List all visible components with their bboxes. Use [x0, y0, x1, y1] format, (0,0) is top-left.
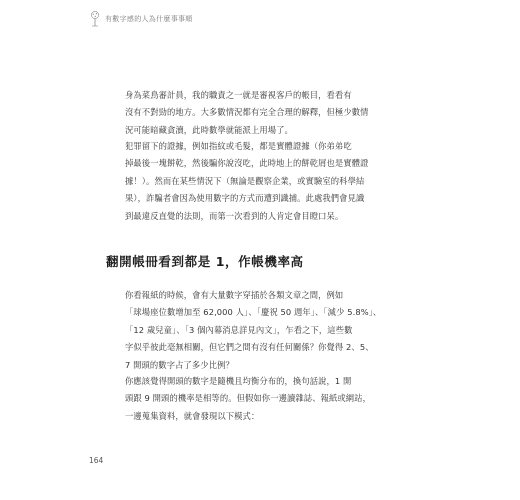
paragraph-line: 頭跟 9 開頭的機率是相等的。但假如你一邊讀雜誌、報紙或網站， — [125, 393, 371, 404]
paragraph-line: 況可能暗藏貪瀆，此時數學就能派上用場了。 — [125, 124, 293, 135]
paragraph-line: 字似乎彼此毫無相關，但它們之間有沒有任何關係？你覺得 2、5、 — [125, 342, 374, 353]
paragraph-line: 掉最後一塊餅乾，然後騙你說沒吃，此時地上的餅乾屑也是實體證 — [125, 158, 369, 169]
section-heading: 翻開帳冊看到都是 1，作帳機率高 — [106, 254, 304, 269]
paragraph-line: 據！）。然而在某些情況下（無論是觀察企業，或實驗室的科學結 — [125, 175, 365, 186]
paragraph-1 — [125, 87, 413, 139]
tree-logo-icon — [89, 10, 101, 28]
paragraph-line: 你看報紙的時候，會有大量數字穿插於各類文章之間，例如 — [125, 290, 344, 300]
paragraph-3 — [125, 287, 413, 374]
running-header — [89, 10, 193, 28]
paragraph-line: 犯罪留下的證據，例如指紋或毛髮，都是實體證據（你弟弟吃 — [125, 141, 352, 151]
paragraph-line: 到最違反直覺的法則，而第一次看到的人肯定會目瞪口呆。 — [125, 210, 344, 221]
paragraph-line: 「12 歲兒童」、「3 個內幕消息詳見內文」，乍看之下，這些數 — [125, 324, 353, 335]
paragraph-line: 你應該覺得開頭的數字是隨機且均衡分布的，換句話說，1 開 — [125, 376, 352, 386]
paragraph-line: 7 開頭的數字占了多少比例？ — [125, 359, 234, 370]
paragraph-line: 身為菜鳥審計員，我的職責之一就是審視客戶的帳目，看看有 — [125, 90, 352, 100]
running-title: 有數字感的人為什麼事事順 — [105, 15, 193, 23]
paragraph-2 — [125, 138, 413, 225]
paragraph-4 — [125, 373, 413, 425]
paragraph-line: 「球場座位數增加至 62,000 人」、「慶祝 50 週年」、「減少 5.8%」、 — [125, 307, 382, 318]
paragraph-line: 一邊蒐集資料，就會發現以下模式： — [125, 410, 260, 421]
paragraph-line: 沒有不對勁的地方。大多數情況都有完全合理的解釋，但極少數情 — [125, 107, 369, 118]
paragraph-line: 果），詐騙者會因為使用數字的方式而遭到識捕。此處我們會見識 — [125, 193, 365, 204]
page-number: 164 — [89, 456, 104, 465]
